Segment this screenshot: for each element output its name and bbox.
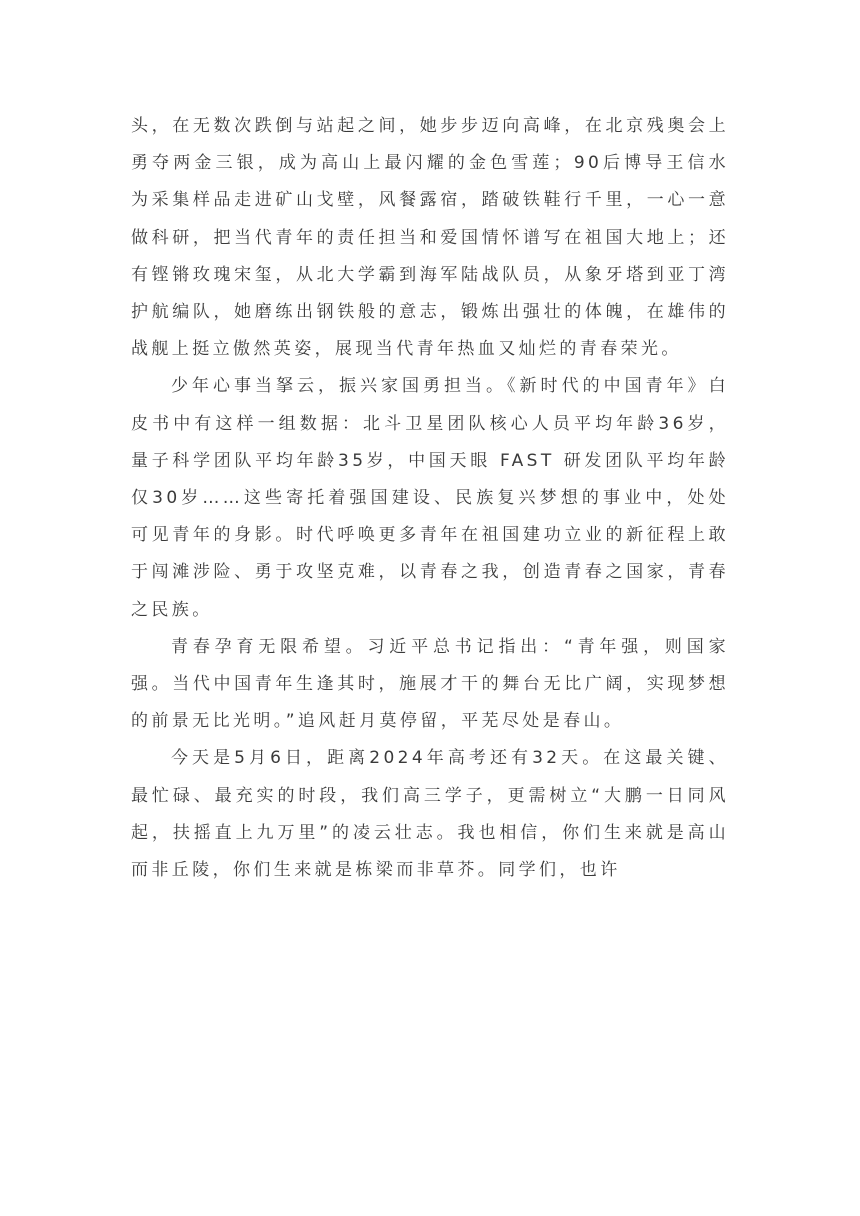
paragraph-continuation: 头，在无数次跌倒与站起之间，她步步迈向高峰，在北京残奥会上勇夺两金三银，成为高山上最闪耀的金色雪莲；90后博导王信水为采集样品走进矿山戈壁，风餐露宿，踏破铁鞋行千里，一心一意做科研，把当代青年的责任担当和爱国情怀谱写在祖国大地上；还有铿锵玫瑰宋玺，从北大学霸到海军陆战队员，从象牙塔到亚丁湾护航编队，她磨练出钢铁般的意志，锻炼出强壮的体魄，在雄伟的战舰上挺立傲然英姿，展现当代青年热血又灿烂的青春荣光。 <box>131 116 729 360</box>
paragraph-hope: 青春孕育无限希望。习近平总书记指出：“青年强，则国家强。当代中国青年生逢其时，施展才干的舞台无比广阔，实现梦想的前景无比光明。”追风赶月莫停留，平芜尽处是春山。 <box>131 636 729 732</box>
paragraph-youth-data: 少年心事当拏云，振兴家国勇担当。《新时代的中国青年》白皮书中有这样一组数据：北斗卫星团队核心人员平均年龄36岁，量子科学团队平均年龄35岁，中国天眼 FAST 研发团队平均年龄仅30岁……这些寄托着强国建设、民族复兴梦想的事业中，处处可见青年的身影。时代呼唤更多青年在祖国建功立业的新征程上敢于闯滩涉险、勇于攻坚克难，以青春之我，创造青春之国家，青春之民族。 <box>131 376 729 620</box>
paragraph-exam-countdown: 今天是5月6日，距离2024年高考还有32天。在这最关键、最忙碌、最充实的时段，我们高三学子，更需树立“大鹏一日同风起，扶摇直上九万里”的凌云壮志。我也相信，你们生来就是高山而非丘陵，你们生来就是栋梁而非草芥。同学们，也许 <box>131 748 729 881</box>
document-body <box>131 108 729 889</box>
